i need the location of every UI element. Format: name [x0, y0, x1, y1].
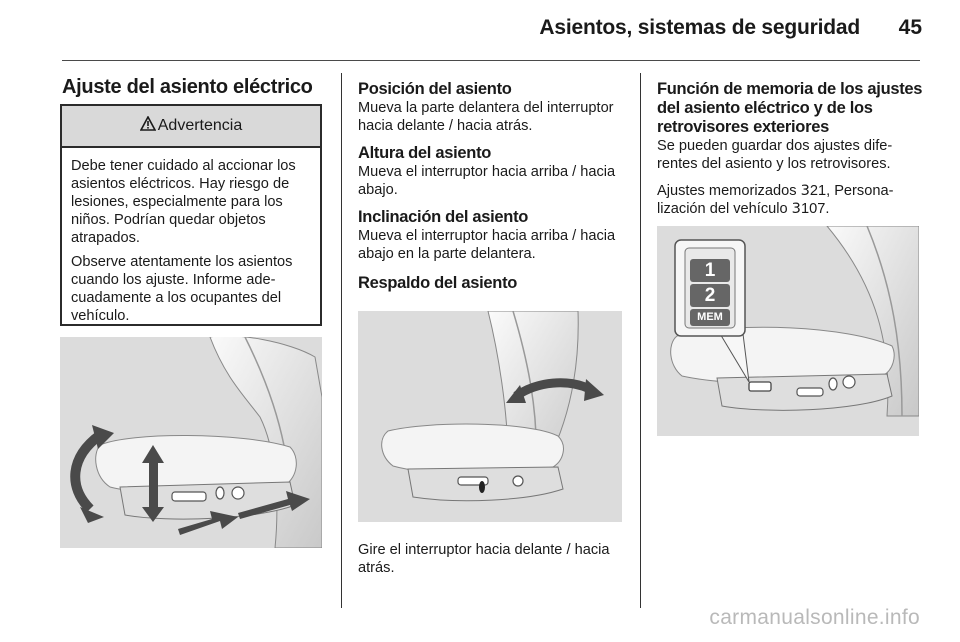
- seat-cushion: [382, 424, 564, 474]
- memory-title: Función de memoria de los ajustes del asiento eléctrico y de los retrovisores exteriores: [657, 80, 923, 136]
- backrest-figure: [358, 311, 622, 522]
- warning-title: Advertencia: [157, 117, 243, 134]
- height-title: Altura del asiento: [358, 144, 492, 162]
- memory-references: Ajustes memorizados 321, Personalización del vehículo 3107.: [657, 182, 894, 217]
- tilt-text: Mueva el interruptor hacia arriba / hacia abajo en la parte delantera.: [358, 228, 616, 262]
- memory-button-mem: MEM: [697, 311, 723, 323]
- warning-box: [60, 104, 322, 326]
- header-rule: [62, 60, 920, 61]
- watermark: carmanualsonline.info: [709, 606, 920, 629]
- backrest-caption: Gire el interruptor hacia delante / hacia atrás.: [358, 542, 610, 576]
- page-ref-icon: 3: [800, 182, 810, 199]
- tilt-arrow-icon: [75, 435, 100, 509]
- backrest-title: Respaldo del asiento: [358, 274, 518, 292]
- warning-triangle-icon: [140, 116, 156, 136]
- memory-button-1: 1: [704, 260, 716, 281]
- memory-button-2: 2: [704, 285, 716, 306]
- position-text: Mueva la parte delantera del interruptor hacia delante / hacia atrás.: [358, 100, 614, 134]
- section-title: Ajuste del asiento eléctrico: [62, 76, 313, 98]
- memory-buttons-figure: [657, 226, 919, 436]
- page-number: 45: [898, 16, 922, 39]
- seat-base: [120, 482, 295, 519]
- height-text: Mueva el interruptor hacia arriba / hacia abajo.: [358, 164, 616, 198]
- memory-text: Se pueden guardar dos ajustes diferentes del asiento y los retrovisores.: [657, 138, 893, 172]
- page-header-title: Asientos, sistemas de seguridad: [539, 16, 860, 39]
- position-title: Posición del asiento: [358, 80, 512, 98]
- warning-paragraph: Observe atentamente los asientos cuando los ajuste. Informe adecuadamente a los ocupantes del vehículo.: [71, 254, 293, 324]
- tilt-title: Inclinación del asiento: [358, 208, 529, 226]
- page-ref-icon: 3: [791, 200, 801, 217]
- warning-paragraph: Debe tener cuidado al accionar los asientos eléctricos. Hay riesgo de lesiones, especialmente para los niños. Podrían quedar objetos atrapados.: [71, 158, 296, 246]
- warning-header: [62, 106, 320, 148]
- column-divider: [341, 73, 342, 608]
- seat-adjustment-figure: [60, 337, 322, 548]
- column-divider: [640, 73, 641, 608]
